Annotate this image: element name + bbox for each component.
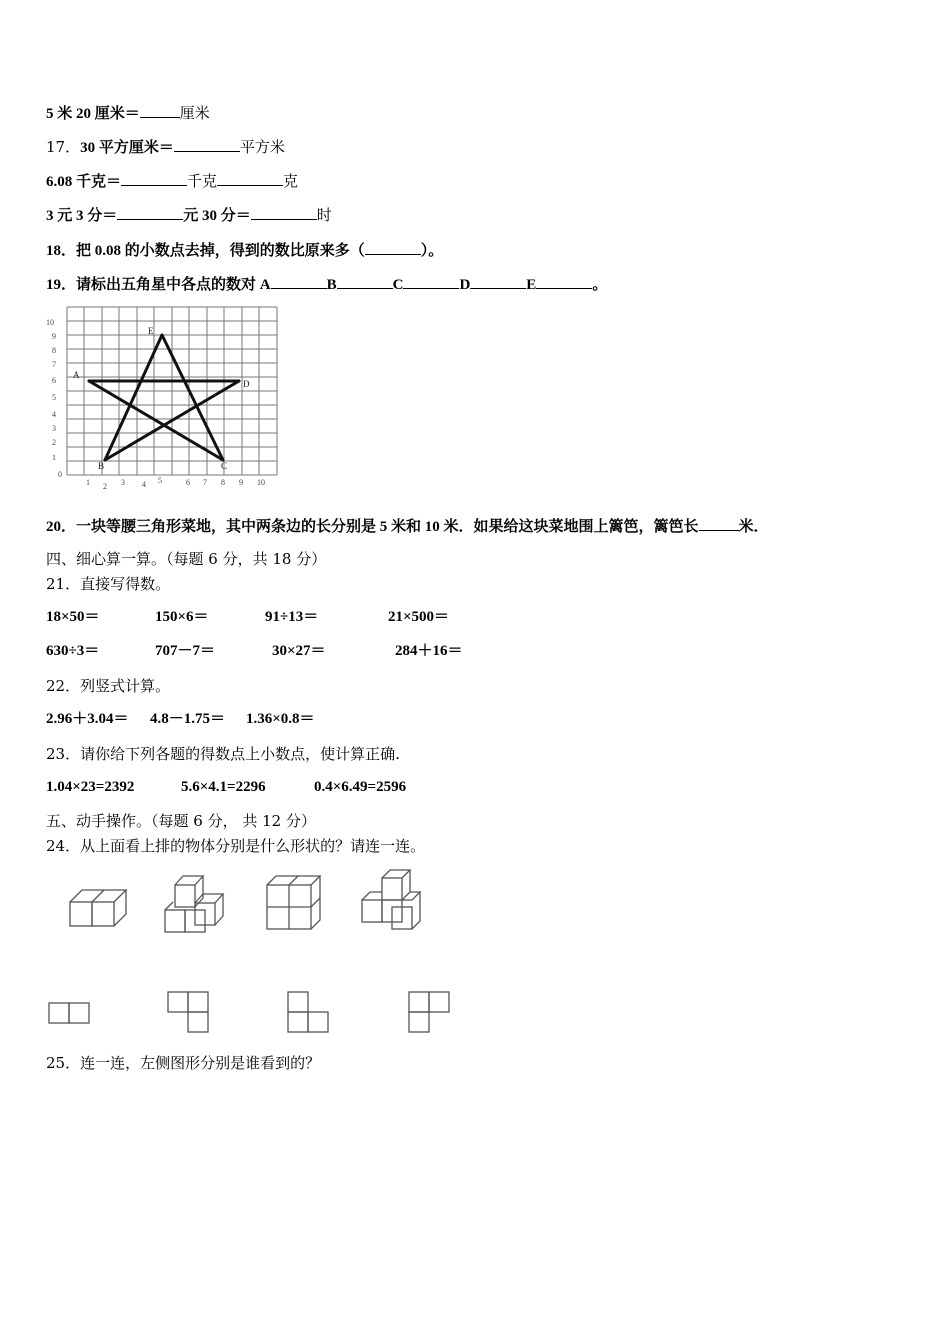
y-tick: 7 <box>52 360 56 369</box>
q22-item: 1.36×0.8＝ <box>246 711 315 727</box>
q19-label-d: D <box>459 277 471 293</box>
q16-line <box>46 102 210 124</box>
q18-line <box>46 239 443 261</box>
q21-item: 30×27＝ <box>272 643 326 659</box>
q20-text: 20．一块等腰三角形菜地，其中两条边的长分别是 5 米和 10 米．如果给这块菜地围上篱笆，篱笆长 <box>46 519 699 535</box>
q21-row-2 <box>46 641 546 661</box>
q18-end: ）。 <box>420 243 444 259</box>
q17-unit: 平方米 <box>239 138 285 156</box>
q23-text: 23．请你给下列各题的得数点上小数点，使计算正确. <box>46 745 400 763</box>
x-tick: 2 <box>103 482 107 491</box>
star-shape <box>89 335 239 460</box>
cube-object-3 <box>267 876 320 929</box>
q21-item: 91÷13＝ <box>265 609 319 625</box>
y-tick: 0 <box>58 470 62 479</box>
q20-end: 米． <box>738 519 769 535</box>
q17c-unit: 时 <box>316 206 332 224</box>
point-label-b: B <box>98 461 105 471</box>
q19-blank-b[interactable] <box>337 273 393 289</box>
q17c-text: 3 元 3 分＝ <box>46 208 118 224</box>
q19-label-b: B <box>326 277 337 293</box>
section-4-heading: 四、细心算一算。（每题 6 分，共 18 分） <box>46 550 327 568</box>
q21-item: 18×50＝ <box>46 609 100 625</box>
q23-item: 5.6×4.1=2296 <box>181 779 266 795</box>
star-grid-figure <box>40 305 285 495</box>
q17-text: 30 平方厘米＝ <box>80 140 174 156</box>
cube-object-2 <box>165 876 223 932</box>
q17-blank[interactable] <box>174 136 240 152</box>
q19-label-e: E <box>526 277 537 293</box>
q24-text: 24．从上面看上排的物体分别是什么形状的？请连一连。 <box>46 837 426 855</box>
star-point-labels <box>73 326 250 471</box>
y-tick: 6 <box>52 376 56 385</box>
q21-item: 630÷3＝ <box>46 643 100 659</box>
x-axis-ticks <box>86 476 265 491</box>
q22-item: 4.8－1.75＝ <box>150 711 226 727</box>
top-view-4 <box>409 992 449 1032</box>
q21-item: 707－7＝ <box>155 643 216 659</box>
q21-item: 21×500＝ <box>388 609 450 625</box>
q19-line <box>46 273 607 295</box>
q17b-blank-2[interactable] <box>217 170 283 186</box>
top-view-1 <box>49 1003 89 1023</box>
q22-row <box>46 709 446 729</box>
q25-text: 25．连一连，左侧图形分别是谁看到的？ <box>46 1054 321 1072</box>
q23-item: 0.4×6.49=2596 <box>314 779 407 795</box>
cube-object-4 <box>362 870 420 929</box>
q17-line <box>46 136 285 158</box>
q17b-blank-1[interactable] <box>121 170 187 186</box>
x-tick: 6 <box>186 478 190 487</box>
q19-blank-e[interactable] <box>536 273 592 289</box>
x-tick: 3 <box>121 478 125 487</box>
q19-end: 。 <box>592 277 608 293</box>
q20-blank[interactable] <box>699 515 739 531</box>
y-tick: 4 <box>52 410 56 419</box>
x-tick: 1 <box>86 478 90 487</box>
q19-blank-d[interactable] <box>470 273 526 289</box>
x-tick: 4 <box>142 480 146 489</box>
point-label-e: E <box>148 326 154 336</box>
q21-row-1 <box>46 607 546 627</box>
q16-unit: 厘米 <box>179 104 210 122</box>
x-tick: 5 <box>158 476 162 485</box>
q17-label: 17． <box>46 138 81 156</box>
x-tick: 8 <box>221 478 225 487</box>
q17c-blank-2[interactable] <box>251 204 317 220</box>
q17b-text: 6.08 千克＝ <box>46 174 122 190</box>
q16-blank[interactable] <box>140 102 180 118</box>
q17c-text-2: 元 30 分＝ <box>183 208 251 224</box>
q22-text: 22．列竖式计算。 <box>46 677 171 695</box>
q22-item: 2.96＋3.04＝ <box>46 711 129 727</box>
q23-row <box>46 777 466 797</box>
top-view-2 <box>168 992 208 1032</box>
y-axis-ticks <box>46 318 62 479</box>
q19-label-c: C <box>392 277 404 293</box>
q16-text: 5 米 20 厘米＝ <box>46 106 140 122</box>
x-tick: 10 <box>257 478 265 487</box>
y-tick: 5 <box>52 393 56 402</box>
q19-blank-a[interactable] <box>271 273 327 289</box>
top-view-3 <box>288 992 328 1032</box>
q17c-blank-1[interactable] <box>117 204 183 220</box>
cube-objects-row <box>60 865 440 940</box>
q18-blank[interactable] <box>365 239 421 255</box>
q19-text: 19．请标出五角星中各点的数对 A <box>46 277 271 293</box>
point-label-c: C <box>221 461 228 471</box>
q23-item: 1.04×23=2392 <box>46 779 135 795</box>
cube-object-1 <box>70 890 126 926</box>
x-tick: 9 <box>239 478 243 487</box>
y-tick: 10 <box>46 318 54 327</box>
q19-blank-c[interactable] <box>403 273 459 289</box>
y-tick: 3 <box>52 424 56 433</box>
y-tick: 1 <box>52 453 56 462</box>
top-views-row <box>45 988 465 1038</box>
point-label-d: D <box>243 379 250 389</box>
point-label-a: A <box>73 370 80 380</box>
y-tick: 2 <box>52 438 56 447</box>
q18-text: 18．把 0.08 的小数点去掉，得到的数比原来多（ <box>46 243 365 259</box>
q21-item: 150×6＝ <box>155 609 209 625</box>
y-tick: 8 <box>52 346 56 355</box>
grid-lines <box>67 307 277 475</box>
q17b-unit-2: 克 <box>283 172 299 190</box>
x-tick: 7 <box>203 478 207 487</box>
q21-text: 21．直接写得数。 <box>46 575 171 593</box>
q20-line <box>46 515 769 537</box>
section-5-heading: 五、动手操作。（每题 6 分， 共 12 分） <box>46 812 316 830</box>
q17c-line <box>46 204 332 226</box>
y-tick: 9 <box>52 332 56 341</box>
q17b-unit-1: 千克 <box>187 172 218 190</box>
q21-item: 284＋16＝ <box>395 643 463 659</box>
q17b-line <box>46 170 298 192</box>
